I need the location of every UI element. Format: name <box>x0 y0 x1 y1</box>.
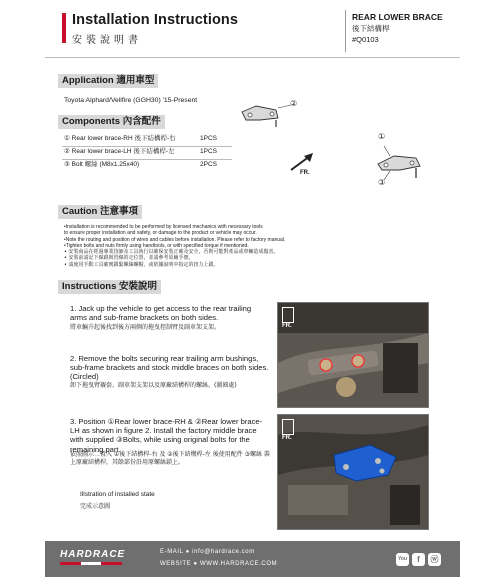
step-2-text: 2. Remove the bolts securing rear trailing arm bushings, sub-frame brackets and stock middle braces on both sides.(Circled) <box>70 354 269 382</box>
callout-2: ② <box>290 99 298 108</box>
doc-title: Installation Instructions <box>72 12 239 28</box>
photo-step-3 <box>277 414 429 530</box>
part-number: #Q0103 <box>352 35 379 44</box>
step-1-text: 1. Jack up the vehicle to get access to the rear trailing arms and sub-frame brackets on both sides. <box>70 304 252 323</box>
component-item: ③ Bolt 螺絲 (M8x1.25x40) <box>64 161 140 168</box>
footer-website[interactable]: WEBSITE ● WWW.HARDRACE.COM <box>160 561 278 567</box>
step-1-text-zh: 將車輛升起後找到後方兩側的拖曳控制臂及副車架支架。 <box>70 324 221 331</box>
illustration-label-zh: 完成示意圖 <box>80 503 111 510</box>
component-qty: 1PCS <box>200 135 217 142</box>
callout-3: ③ <box>378 178 386 187</box>
component-qty: 2PCS <box>200 161 217 168</box>
installed-brace-photo <box>278 415 428 529</box>
illustration-label: Illstration of installed state <box>80 491 155 498</box>
wechat-icon[interactable]: ⓦ <box>428 553 441 566</box>
application-vehicle: Toyota Alphard/Vellfire (GGH30) '15-Present <box>64 97 198 104</box>
caution-line: to ensure proper installation and safety, or damage to the product or vehicle may occur. <box>64 230 257 237</box>
component-qty: 1PCS <box>200 148 217 155</box>
components-heading: Components 內含配件 <box>58 115 165 129</box>
logo-stripe <box>60 562 122 565</box>
caution-line: • 安裝商品在經過專業技師及工具執行以確保安裝正確及安全，否則可能對產品或車輛造成傷害。 <box>64 249 279 256</box>
direction-marker-icon <box>282 419 294 435</box>
youtube-icon[interactable]: You <box>396 553 409 566</box>
application-heading: Application 適用車型 <box>58 74 158 88</box>
step-3-text: 3. Position ①Rear lower brace-RH & ②Rear lower brace-LH as shown in figure 2. Install the factory middle brace with supplied ③Bolts, while using original bolts for the remaining part. <box>70 417 263 454</box>
product-name-zh: 後下結構桿 <box>352 24 390 33</box>
footer-email[interactable]: E-MAIL ● info@hardrace.com <box>160 549 255 555</box>
header-accent-bar <box>62 13 66 43</box>
header-divider <box>345 10 346 52</box>
caution-line: • 請使用手動工具確實鎖緊螺絲螺帽，或依據說明中指定的扭力上鎖。 <box>64 261 219 268</box>
component-item: ① Rear lower brace-RH 後下結構桿-右 <box>64 135 176 142</box>
photo-step-1-2 <box>277 302 429 408</box>
photo-front-label: FR. <box>282 435 292 441</box>
caution-text <box>64 224 404 268</box>
step-3-text-zh: 依照圖示二置入 ①後下結構桿-右 及 ②後下結構桿-左 後使用配件 ③螺絲 裝上原廠結構桿，其餘部份沿用原螺絲鎖上。 <box>70 451 270 466</box>
brand-name: HARDRACE <box>60 549 126 560</box>
doc-subtitle-zh: 安裝說明書 <box>72 35 142 46</box>
caution-line: • 安裝前請記下線路與管線的走位置，並請參考原廠手冊。 <box>64 255 194 262</box>
component-item: ② Rear lower brace-LH 後下結構桿-左 <box>64 148 175 155</box>
callout-1: ① <box>378 132 386 141</box>
front-label: FR. <box>300 170 310 176</box>
undercarriage-photo <box>278 303 428 407</box>
caution-line: •Note the routing and position of wires and cables before installation. Please refer to factory manual. <box>64 236 286 243</box>
brand-logo <box>60 549 125 565</box>
product-name: REAR LOWER BRACE <box>352 12 443 22</box>
header-rule <box>45 57 460 58</box>
caution-line: •Installation is recommended to be performed by licensed mechanics with necessary tools <box>64 224 263 230</box>
step-2-text-zh: 卸下拖曳臂襯套、副車架支架以及原廠結構桿的螺絲。(圖圈處) <box>70 382 237 389</box>
facebook-icon[interactable]: f <box>412 553 425 566</box>
caution-line: •Tighten bolts and nuts firmly using handtools, or with specified torque if mentioned. <box>64 242 249 249</box>
direction-marker-icon <box>282 307 294 323</box>
photo-front-label: FR. <box>282 323 292 329</box>
caution-heading: Caution 注意事項 <box>58 205 142 219</box>
instructions-heading: Instructions 安裝說明 <box>58 280 161 294</box>
